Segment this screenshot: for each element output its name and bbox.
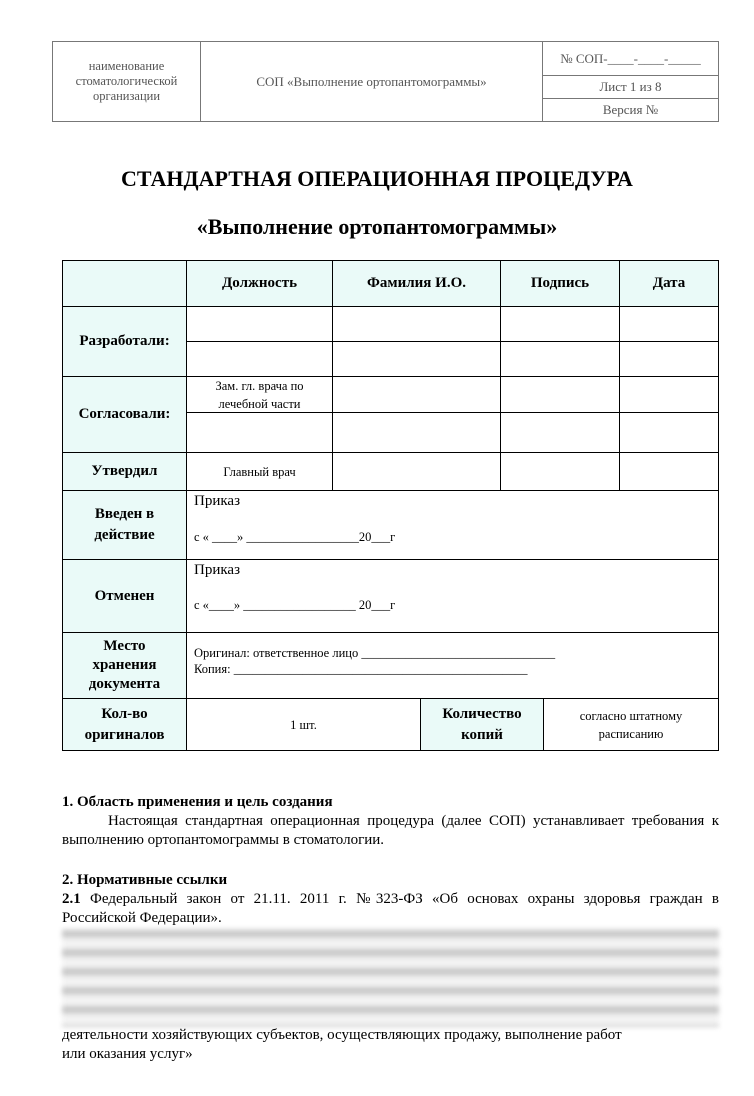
approved-position: Главный врач xyxy=(187,453,333,491)
cancelled-order-cell xyxy=(187,560,719,633)
tail-line-2: или оказания услуг» xyxy=(62,1046,193,1062)
section-2-1-text xyxy=(62,890,719,928)
sop-title-header: СОП «Выполнение ортопантомограммы» xyxy=(201,42,543,121)
row-approved-label: Утвердил xyxy=(63,453,187,491)
section-1-title: 1. Область применения и цель создания xyxy=(62,794,333,810)
row-introduced-label: Введен в действие xyxy=(63,491,187,560)
introduced-date-field[interactable]: с « ____» __________________20___г xyxy=(194,530,396,544)
agreed-date-1[interactable] xyxy=(620,377,719,413)
agreed-signature-1[interactable] xyxy=(501,377,620,413)
approved-date[interactable] xyxy=(620,453,719,491)
agreed-position-2[interactable] xyxy=(187,413,333,453)
col-name: Фамилия И.О. xyxy=(333,261,501,307)
developed-signature-2[interactable] xyxy=(501,342,620,377)
storage-cell xyxy=(187,633,719,699)
developed-position-1[interactable] xyxy=(187,307,333,342)
row-cancelled-label: Отменен xyxy=(63,560,187,633)
tail-line-1: деятельности хозяйствующих субъектов, осуществляющих продажу, выполнение работ xyxy=(62,1027,622,1043)
agreed-position-1: Зам. гл. врача по лечебной части xyxy=(187,377,333,413)
organization-name: наименование стоматологической организации xyxy=(53,42,201,121)
approval-table xyxy=(62,260,719,751)
cancelled-date-field[interactable]: с «____» __________________ 20___г xyxy=(194,598,396,612)
document-header xyxy=(52,41,719,122)
sheet-number: Лист 1 из 8 xyxy=(543,76,718,99)
copies-label: Количество копий xyxy=(421,699,544,751)
section-1-text: Настоящая стандартная операционная процедура (далее СОП) устанавливает требования к выполнению ортопантомограммы в стоматологии. xyxy=(62,813,719,848)
agreed-signature-2[interactable] xyxy=(501,413,620,453)
agreed-name-1[interactable] xyxy=(333,377,501,413)
developed-date-1[interactable] xyxy=(620,307,719,342)
section-2-title: 2. Нормативные ссылки xyxy=(62,872,228,888)
row-originals-label: Кол-во оригиналов xyxy=(63,699,187,751)
row-developed-label: Разработали: xyxy=(63,307,187,377)
col-signature: Подпись xyxy=(501,261,620,307)
agreed-date-2[interactable] xyxy=(620,413,719,453)
approved-signature[interactable] xyxy=(501,453,620,491)
storage-original-field[interactable]: Оригинал: ответственное лицо _______________________________ xyxy=(194,646,556,660)
cancelled-order-label: Приказ xyxy=(194,562,241,578)
approved-name[interactable] xyxy=(333,453,501,491)
table-corner xyxy=(63,261,187,307)
section-2-1-number: 2.1 xyxy=(62,891,81,907)
originals-count: 1 шт. xyxy=(187,699,421,751)
blurred-content xyxy=(62,929,719,1027)
sop-number: № СОП-____-____-_____ xyxy=(543,42,718,76)
version-number: Версия № xyxy=(602,102,659,117)
agreed-name-2[interactable] xyxy=(333,413,501,453)
copies-value: согласно штатному расписанию xyxy=(544,699,719,751)
storage-copy-field[interactable]: Копия: _______________________________________________ xyxy=(194,662,528,676)
developed-date-2[interactable] xyxy=(620,342,719,377)
introduced-order-cell xyxy=(187,491,719,560)
developed-name-1[interactable] xyxy=(333,307,501,342)
developed-position-2[interactable] xyxy=(187,342,333,377)
col-date: Дата xyxy=(620,261,719,307)
row-storage-label: Место хранения документа xyxy=(63,633,187,699)
row-agreed-label: Согласовали: xyxy=(63,377,187,453)
document-subtitle: «Выполнение ортопантомограммы» xyxy=(196,214,558,239)
document-title: СТАНДАРТНАЯ ОПЕРАЦИОННАЯ ПРОЦЕДУРА xyxy=(121,166,633,191)
col-position: Должность xyxy=(187,261,333,307)
section-2-1-body: Федеральный закон от 21.11. 2011 г. №323-ФЗ «Об основах охраны здоровья граждан в Российской Федерации». xyxy=(62,891,719,926)
developed-name-2[interactable] xyxy=(333,342,501,377)
introduced-order-label: Приказ xyxy=(194,493,241,509)
developed-signature-1[interactable] xyxy=(501,307,620,342)
